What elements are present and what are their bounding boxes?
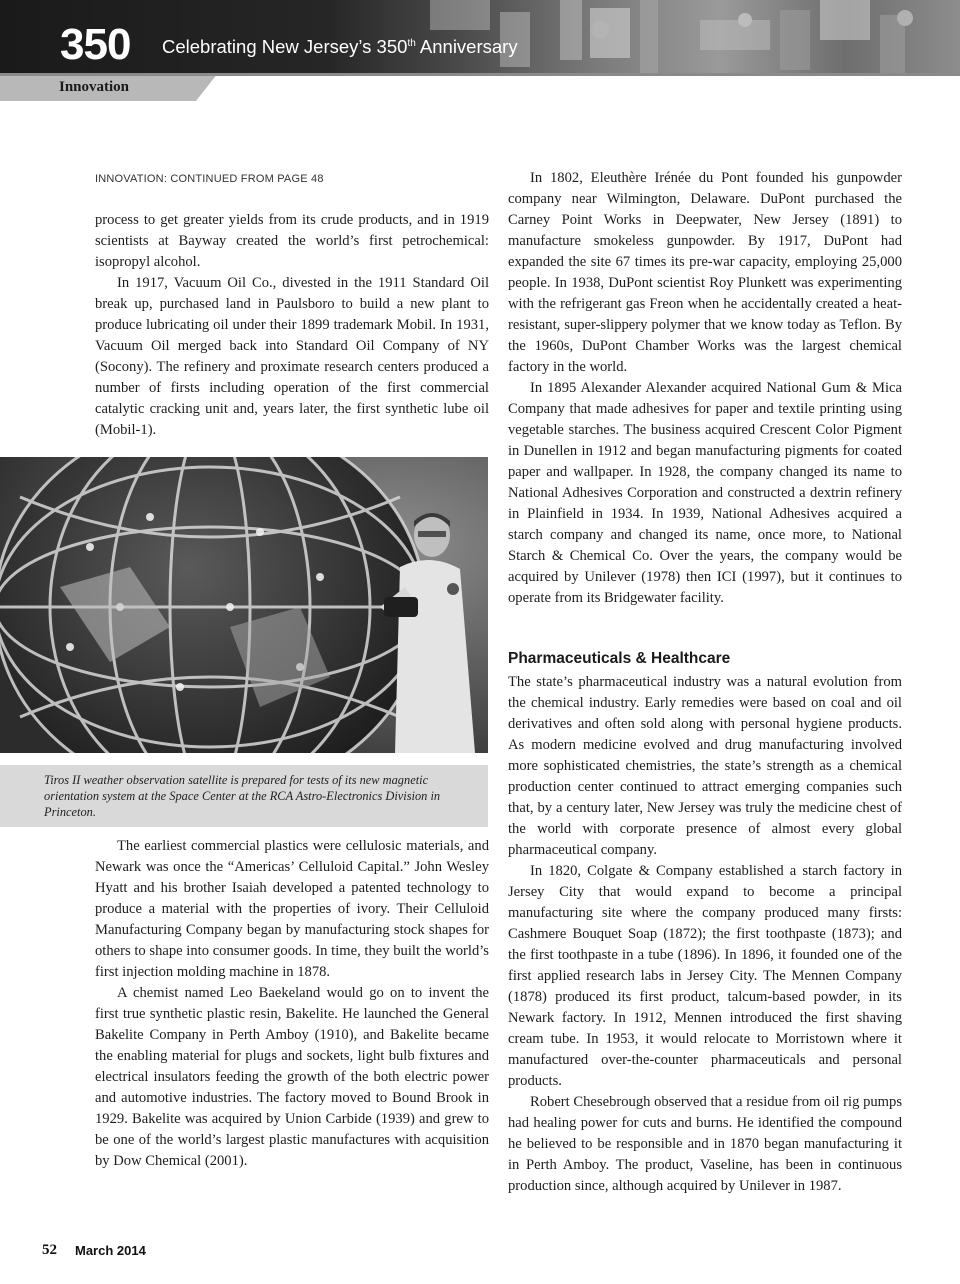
section-tab — [0, 73, 960, 101]
masthead-title: Celebrating New Jersey’s 350th Anniversary — [162, 36, 518, 57]
satellite-illustration — [0, 457, 488, 753]
continued-from-note: INNOVATION: CONTINUED FROM PAGE 48 — [95, 173, 324, 185]
paragraph: In 1917, Vacuum Oil Co., divested in the 1911 Standard Oil break up, purchased land in Paulsboro to build a new plant to produce lubricating oil under their 1899 trademark Mobil. In 1931, Vacuum Oil merged back into Standard Oil Company of NY (Socony). The refinery and proximate research centers produced a number of firsts including operation of the first commercial catalytic cracking unit and, years later, the first synthetic lube oil (Mobil-1). — [95, 275, 489, 438]
left-column-bottom — [95, 836, 489, 1172]
paragraph: In 1895 Alexander Alexander acquired National Gum & Mica Company that made adhesives for paper and textile printing using vegetable starches. The business acquired Crescent Color Pigment in Dunellen in 1912 and began manufacturing pigments for coated paper and wallpaper. In 1928, the company changed its name to National Adhesives Corporation and constructed a dextrin refinery in Plainfield in 1934. In 1939, National Adhesives acquired a starch company and changed its name, once more, to National Starch & Chemical Co. Over the years, the company would be acquired by Unilever (1978) then ICI (1997), but it continues to operate from its Bridgewater facility. — [508, 380, 902, 606]
paragraph: process to get greater yields from its crude products, and in 1919 scientists at Bayway created the world’s first petrochemical: isopropyl alcohol. — [95, 212, 489, 270]
left-column-top — [95, 210, 489, 441]
page-number: 52 — [42, 1242, 57, 1258]
paragraph: The state’s pharmaceutical industry was a natural evolution from the chemical industry. Early remedies were based on coal and oil derivatives and often sold along with personal hygiene products. As modern medicine evolved and drug manufacturing involved more sophisticated chemistries, the state’s strength as a chemical production center continued to attract emerging companies such that, by a century later, New Jersey was truly the medicine chest of the world with corporate presence of almost every global pharmaceutical company. — [508, 674, 902, 858]
right-column-top — [508, 168, 902, 609]
pharma-section — [508, 648, 902, 1197]
paragraph: The earliest commercial plastics were cellulosic materials, and Newark was once the “Americas’ Celluloid Capital.” John Wesley Hyatt and his brother Isaiah developed a patented technology to produce a material with the properties of ivory. Their Celluloid Manufacturing Company began by manufacturing stock shapes for others to shape into consumer goods. In time, they built the world’s first injection molding machine in 1878. — [95, 838, 489, 980]
masthead-banner — [0, 0, 960, 73]
section-label: Innovation — [59, 79, 130, 95]
photo-caption: Tiros II weather observation satellite is prepared for tests of its new magnetic orientation system at the Space Center at the RCA Astro-Electronics Division in Princeton. — [44, 773, 441, 819]
section-heading: Pharmaceuticals & Healthcare — [508, 650, 731, 667]
issue-date: March 2014 — [75, 1243, 146, 1258]
logo-350: 350 — [60, 20, 131, 69]
paragraph: In 1820, Colgate & Company established a starch factory in Jersey City that would expand to become a principal manufacturing site where the company produced many firsts: Cashmere Bouquet Soap (1872); the first toothpaste (1873); and the first toothpaste in a tube (1896). In 1896, it founded one of the first applied research labs in Jersey City. The Mennen Company (1878) produced its first product, talcum-based powder, in its Newark factory. In 1912, Mennen introduced the first shaving cream tube. In 1953, it would relocate to Morristown where it manufactured over-the-counter pharmaceuticals and personal products. — [508, 863, 902, 1089]
paragraph: Robert Chesebrough observed that a residue from oil rig pumps had healing power for cuts and burns. He identified the compound he believed to be responsible and in 1870 began manufacturing it in Perth Amboy. The product, Vaseline, has been in continuous production since, although acquired by Unilever in 1987. — [508, 1094, 902, 1194]
paragraph: In 1802, Eleuthère Irénée du Pont founded his gunpowder company near Wilmington, Delaware. DuPont purchased the Carney Point Works in Deepwater, New Jersey (1891) to manufacture smokeless gunpowder. By 1917, DuPont had expanded the site 67 times its pre-war capacity, employing 25,000 people. In 1938, DuPont scientist Roy Plunkett was experimenting with the refrigerant gas Freon when he accidentally created a heat-resistant, super-slippery polymer that we know today as Teflon. By the 1960s, DuPont Chamber Works was the largest chemical factory in the world. — [508, 170, 902, 375]
satellite-photo — [0, 457, 488, 753]
paragraph: A chemist named Leo Baekeland would go on to invent the first true synthetic plastic resin, Bakelite. He launched the General Bakelite Company in Perth Amboy (1910), and Bakelite became the enabling material for plugs and sockets, light bulb fixtures and electrical insulators feeding the growth of the both electric power and automotive industries. The factory moved to Bound Brook in 1929. Bakelite was acquired by Union Carbide (1939) and grew to be one of the world’s largest plastic manufactures with acquisition by Dow Chemical (2001). — [95, 985, 489, 1169]
